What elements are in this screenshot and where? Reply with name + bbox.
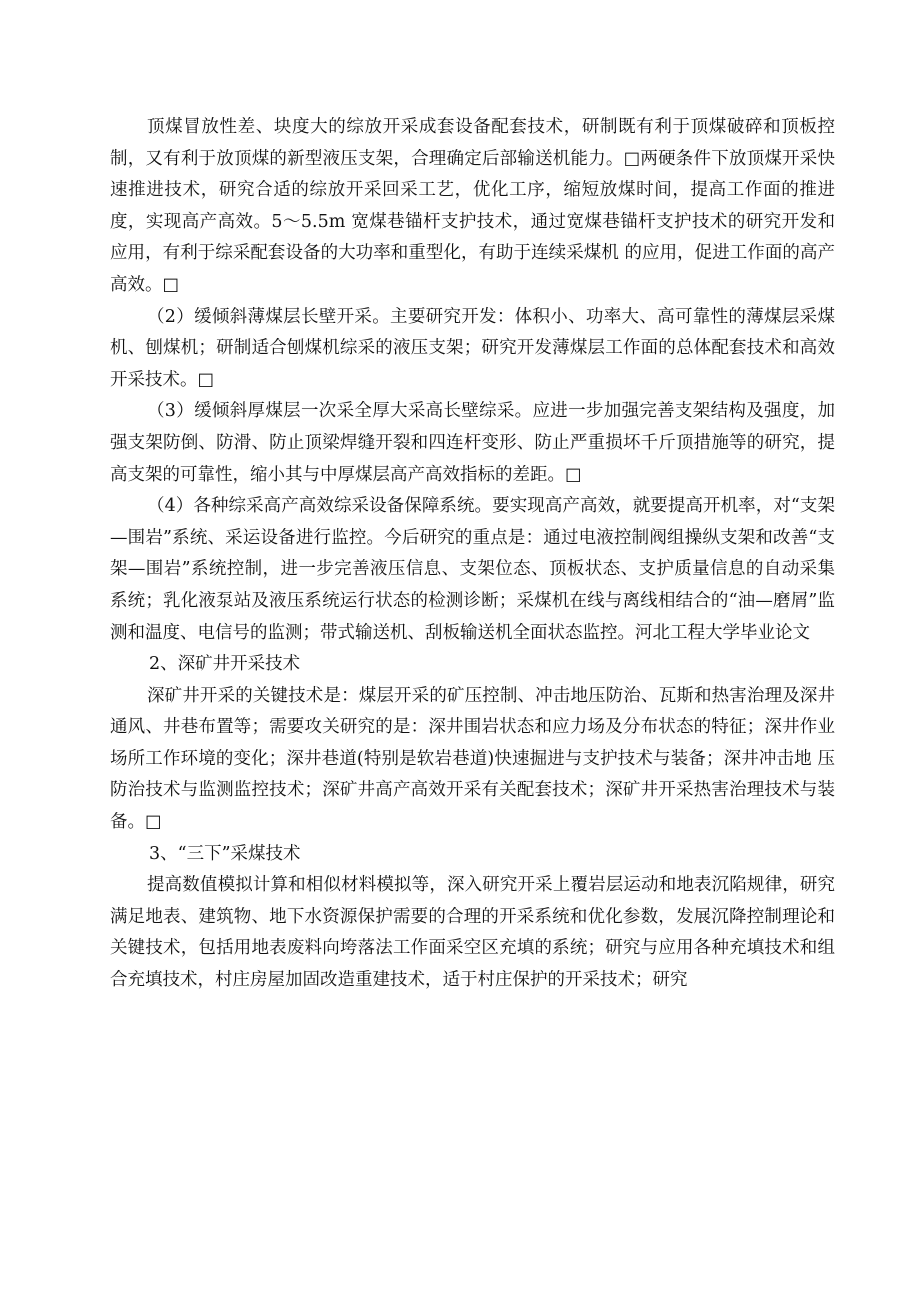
paragraph-three-under: 提高数值模拟计算和相似材料模拟等，深入研究开采上覆岩层运动和地表沉陷规律，研究满足地表、建筑物、地下水资源保护需要的合理的开采系统和优化参数，发展沉降控制理论和关键技术，包括用地表废料向垮落法工作面采空区充填的系统；研究与应用各种充填技术和组合充填技术，村庄房屋加固改造重建技术，适于村庄保护的开采技术；研究: [110, 875, 835, 991]
section-heading-deep-mining: 2、深矿井开采技术: [149, 654, 301, 675]
paragraph-deep-mining: 深矿井开采的关键技术是：煤层开采的矿压控制、冲击地压防治、瓦斯和热害治理及深井通风、井巷布置等；需要攻关研究的是：深井围岩状态和应力场及分布状态的特征；深井作业场所工作环境的变化；深井巷道(特别是软岩巷道)快速掘进与支护技术与装备；深井冲击地 压防治技术与监测监控技术；深矿井高产高效开采有关配套技术；深矿井开采热害治理技术与装备。□: [110, 685, 835, 833]
body-text: [110, 112, 835, 997]
paragraph-thin-seam-longwall: （2）缓倾斜薄煤层长壁开采。主要研究开发：体积小、功率大、高可靠性的薄煤层采煤机、刨煤机；研制适合刨煤机综采的液压支架；研究开发薄煤层工作面的总体配套技术和高效开采技术。□: [110, 306, 835, 390]
paragraph-thick-seam-full-height: （3）缓倾斜厚煤层一次采全厚大采高长壁综采。应进一步加强完善支架结构及强度，加强支架防倒、防滑、防止顶梁焊缝开裂和四连杆变形、防止严重损坏千斤顶措施等的研究，提高支架的可靠性，缩小其与中厚煤层高产高效指标的差距。□: [110, 401, 835, 485]
paragraph-top-coal-caving: 顶煤冒放性差、块度大的综放开采成套设备配套技术，研制既有利于顶煤破碎和顶板控制，又有利于放顶煤的新型液压支架，合理确定后部输送机能力。□两硬条件下放顶煤开采快速推进技术，研究合适的综放开采回采工艺，优化工序，缩短放煤时间，提高工作面的推进度，实现高产高效。5～5.5m 宽煤巷锚杆支护技术，通过宽煤巷锚杆支护技术的研究开发和应用，有利于综采配套设备的大功率和重型化，有助于连续采煤机 的应用，促进工作面的高产高效。□: [110, 117, 835, 295]
paragraph-equipment-assurance: （4）各种综采高产高效综采设备保障系统。要实现高产高效，就要提高开机率，对“支架—围岩”系统、采运设备进行监控。今后研究的重点是：通过电液控制阀组操纵支架和改善“支架—围岩”系统控制，进一步完善液压信息、支架位态、顶板状态、支护质量信息的自动采集系统；乳化液泵站及液压系统运行状态的检测诊断；采煤机在线与离线相结合的“油—磨屑”监测和温度、电信号的监测；带式输送机、刮板输送机全面状态监控。河北工程大学毕业论文: [110, 496, 835, 643]
section-heading-three-under: 3、“三下”采煤技术: [149, 843, 301, 864]
